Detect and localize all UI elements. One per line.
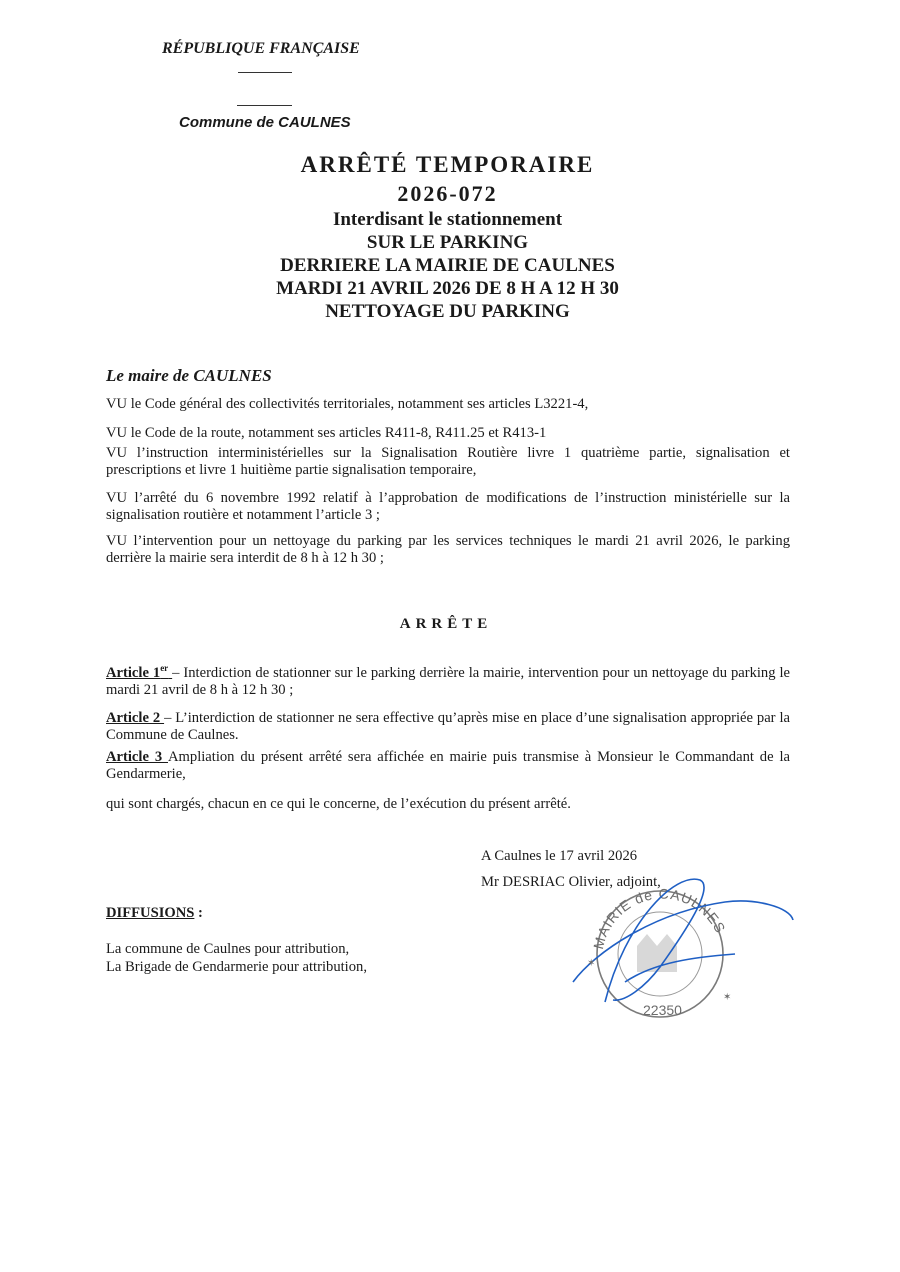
diffusion-item: La commune de Caulnes pour attribution, xyxy=(106,941,350,957)
article xyxy=(106,749,790,783)
stamp-star-icon: ✶ xyxy=(587,958,596,969)
title-line: DERRIERE LA MAIRIE DE CAULNES xyxy=(280,255,615,276)
article-text: Ampliation du présent arrêté sera affichée en mairie puis transmise à Monsieur le Commandant de la Gendarmerie, xyxy=(106,749,790,782)
title-line: ARRÊTÉ TEMPORAIRE xyxy=(300,152,595,177)
diffusions-heading: DIFFUSIONS : xyxy=(106,905,203,921)
vu-paragraph: VU l’arrêté du 6 novembre 1992 relatif à l’approbation de modifications de l’instruction ministérielle sur la signalisation routière et notamment l’article 3 ; xyxy=(106,490,790,523)
diffusion-item: La Brigade de Gendarmerie pour attribution, xyxy=(106,959,367,975)
article-text: – Interdiction de stationner sur le parking derrière la mairie, intervention pour un nettoyage du parking le mardi 21 avril de 8 h à 12 h 30 ; xyxy=(106,664,790,698)
article-label: Article 1er xyxy=(106,663,169,681)
article-text: – L’interdiction de stationner ne sera effective qu’après mise en place d’une signalisation appropriée par la Commune de Caulnes. xyxy=(106,710,790,743)
decree-number: 2026-072 xyxy=(397,181,498,206)
mayor-heading: Le maire de CAULNES xyxy=(106,366,272,385)
stamp-arc-text: MAIRIE de CAULNES xyxy=(590,885,729,951)
vu-paragraph: VU l’instruction interministérielles sur la Signalisation Routière livre 1 quatrième partie, signalisation et prescriptions et livre 1 huitième partie signalisation temporaire, xyxy=(106,445,790,478)
article xyxy=(106,660,790,699)
header-divider xyxy=(237,105,292,106)
signatory: Mr DESRIAC Olivier, adjoint, xyxy=(481,874,661,890)
stamp-postcode: 22350 xyxy=(643,1002,682,1018)
article xyxy=(106,710,790,744)
vu-paragraph: VU le Code de la route, notamment ses articles R411-8, R411.25 et R413-1 xyxy=(106,425,547,441)
republique-heading: RÉPUBLIQUE FRANÇAISE xyxy=(162,40,360,57)
closing-paragraph: qui sont chargés, chacun en ce qui le concerne, de l’exécution du présent arrêté. xyxy=(106,796,571,812)
title-line: SUR LE PARKING xyxy=(366,232,529,253)
header-divider xyxy=(238,72,292,73)
title-line: Interdisant le stationnement xyxy=(332,209,563,230)
decree-title xyxy=(150,150,745,323)
commune-heading: Commune de CAULNES xyxy=(179,114,351,131)
article-label: Article 2 xyxy=(106,710,165,726)
mairie-stamp xyxy=(565,862,800,1022)
place-date: A Caulnes le 17 avril 2026 xyxy=(481,848,638,864)
article-label: Article 3 xyxy=(106,749,168,765)
title-line: MARDI 21 AVRIL 2026 DE 8 H A 12 H 30 xyxy=(276,278,619,299)
vu-paragraph: VU l’intervention pour un nettoyage du parking par les services techniques le mardi 21 avril 2026, le parking derrière la mairie sera interdit de 8 h à 12 h 30 ; xyxy=(106,533,790,566)
vu-paragraph: VU le Code général des collectivités territoriales, notamment ses articles L3221-4, xyxy=(106,396,589,412)
stamp-star-icon: ✶ xyxy=(723,992,732,1003)
arrete-heading: ARRÊTE xyxy=(399,616,493,632)
title-line: NETTOYAGE DU PARKING xyxy=(325,301,570,322)
